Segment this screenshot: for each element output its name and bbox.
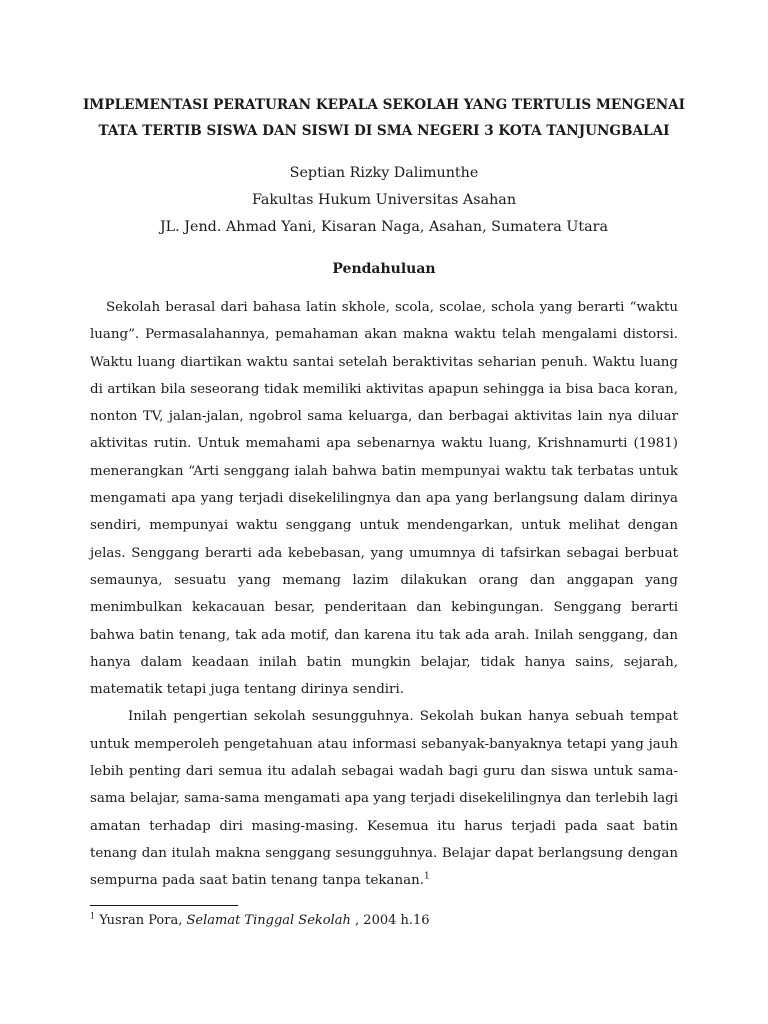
author-block bbox=[60, 160, 708, 241]
title-line-1: IMPLEMENTASI PERATURAN KEPALA SEKOLAH YANG TERTULIS MENGENAI bbox=[82, 97, 686, 113]
footnote-separator bbox=[90, 905, 238, 906]
author-affiliation: Fakultas Hukum Universitas Asahan bbox=[251, 192, 517, 208]
paragraph-2-text: Inilah pengertian sekolah sesungguhnya. Sekolah bukan hanya sebuah tempat untuk memperoleh pengetahuan atau informasi sebanyak-banyaknya tetapi yang jauh lebih penting dari semua itu adalah sebagai wadah bagi guru dan siswa untuk sama-sama belajar, sama-sama mengamati apa yang terjadi disekelilingnya dan terlebih lagi amatan terhadap diri masing-masing. Kesemua itu harus terjadi pada saat batin tenang dan itulah makna senggang sesungguhnya. Belajar dapat berlangsung dengan sempurna pada saat batin tenang tanpa tekanan. bbox=[90, 709, 678, 889]
section-heading: Pendahuluan bbox=[332, 261, 436, 277]
footnote-marker: 1 bbox=[90, 911, 96, 921]
section-body bbox=[90, 294, 678, 895]
footnote-details: , 2004 h.16 bbox=[355, 913, 430, 928]
title-line-2: TATA TERTIB SISWA DAN SISWI DI SMA NEGERI 3 KOTA TANJUNGBALAI bbox=[98, 123, 670, 139]
author-address: JL. Jend. Ahmad Yani, Kisaran Naga, Asahan, Sumatera Utara bbox=[159, 219, 609, 235]
footnote-author: Yusran Pora, bbox=[99, 913, 187, 928]
body-paragraph: Sekolah berasal dari bahasa latin skhole, scola, scolae, schola yang berarti “waktu luang”. Permasalahannya, pemahaman akan makna waktu telah mengalami distorsi. Waktu luang diartikan waktu santai setelah beraktivitas seharian penuh. Waktu luang di artikan bila seseorang tidak memiliki aktivitas apapun sehingga ia bisa baca koran, nonton TV, jalan-jalan, ngobrol sama keluarga, dan berbagai aktivitas lain nya diluar aktivitas rutin. Untuk memahami apa sebenarnya waktu luang, Krishnamurti (1981) menerangkan “Arti senggang ialah bahwa batin mempunyai waktu tak terbatas untuk mengamati apa yang terjadi disekelilingnya dan apa yang berlangsung dalam dirinya sendiri, mempunyai waktu senggang untuk mendengarkan, untuk melihat dengan jelas. Senggang berarti ada kebebasan, yang umumnya di tafsirkan sebagai berbuat semaunya, sesuatu yang memang lazim dilakukan orang dan anggapan yang menimbulkan kekacauan besar, penderitaan dan kebingungan. Senggang berarti bahwa batin tenang, tak ada motif, dan karena itu tak ada arah. Inilah senggang, dan hanya dalam keadaan inilah batin mungkin belajar, tidak hanya sains, sejarah, matematik tetapi juga tentang dirinya sendiri. bbox=[90, 300, 678, 698]
paper-title bbox=[60, 92, 708, 144]
footnote bbox=[90, 910, 678, 932]
footnote-work-title: Selamat Tinggal Sekolah bbox=[186, 913, 356, 928]
body-paragraph-2 bbox=[90, 703, 678, 894]
author-name: Septian Rizky Dalimunthe bbox=[289, 165, 479, 181]
footnote-reference[interactable]: 1 bbox=[423, 871, 430, 882]
